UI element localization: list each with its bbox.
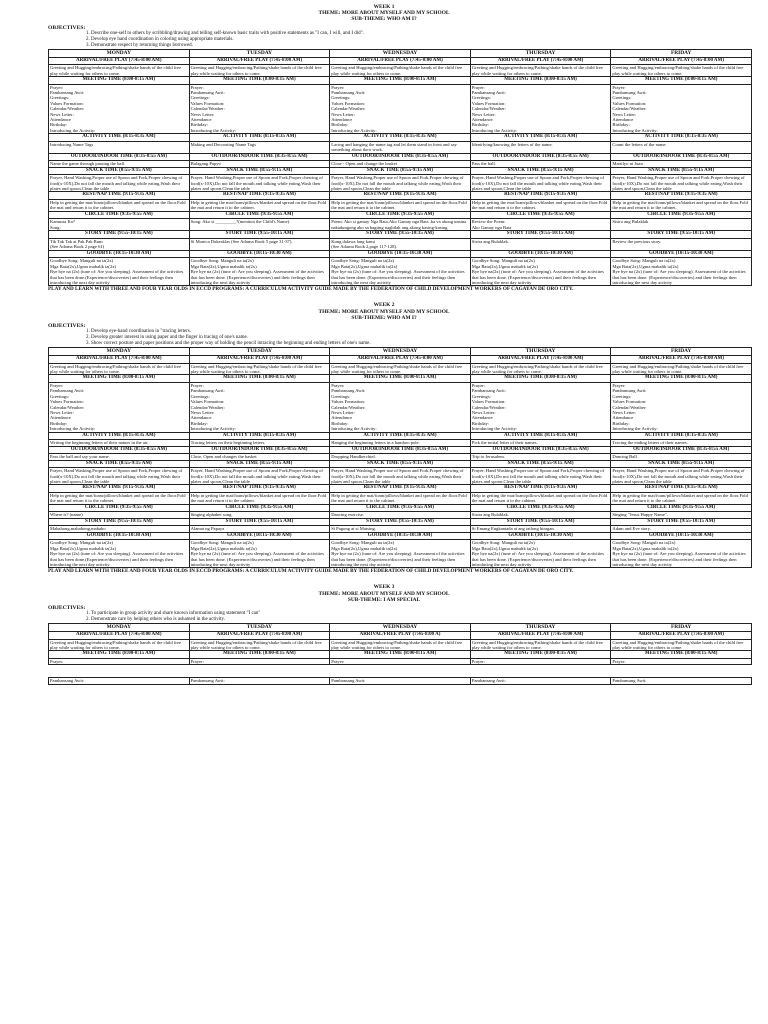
activity-cell: Prayer: Pambansang Awit: Greetings: Values Formation: Calendar/Weather: News Letter: Attendance Birthday: Introducing the Activity: xyxy=(330,84,471,134)
activity-cell: Prayer, Hand Washing,Proper use of Spoon and Fork,Proper chewing of food(x-10X),Do not fall the mouth and talking while eating,Wash their plates and spoon,Clean the table xyxy=(330,175,471,192)
period-header-row xyxy=(49,518,752,526)
activity-cell: Goodbye Song: Manguli na ta(2x) Mga Bata(2x),Ugma mabalik ta(2x) Bye bye na (2x) (tune of: Are you sleeping). Assessment of the activities that has been done. (Experience/discoveries) and their feelings then introducing the next day activity xyxy=(611,258,752,286)
period-header: ACTIVITY TIME (8:15-8:35 AM) xyxy=(330,134,471,142)
period-header: CIRCLE TIME (9:35-9:55 AM) xyxy=(49,211,190,219)
period-header: GOODBYE (10:15-10:30 AM) xyxy=(470,250,611,258)
activity-cell: Pambansang Awit: xyxy=(611,678,752,684)
activity-cell: Review the Poem: Ako Gamay nga Bata xyxy=(470,219,611,231)
activity-cell: Tracing letters on their beginning letters. xyxy=(189,440,330,446)
period-header: OUTDOOR/INDOOR TIME (8:35-8:55 AM) xyxy=(49,153,190,161)
objectives-list xyxy=(86,611,768,623)
activity-cell: Sisira ang Bulaklak. xyxy=(470,512,611,518)
period-header-row xyxy=(49,460,752,468)
activity-cell: Close - Open and change the basket xyxy=(330,161,471,167)
period-header: GOODBYE (10:15-10:30 AM) xyxy=(189,250,330,258)
activity-cell: Count the letters of the name. xyxy=(611,141,752,153)
day-header: WEDNESDAY xyxy=(330,49,471,57)
objective-item: 1. To participate in group activity and share known information using statement "I can" xyxy=(86,611,261,617)
activity-cell: Prayer, Hand Washing,Proper use of Spoon and Fork,Proper chewing of food(x-10X),Do not fall the mouth and talking while eating,Wash their plates and spoon,Clean the table xyxy=(470,175,611,192)
period-header: SNACK TIME (8:55-9:15 AM) xyxy=(470,167,611,175)
activity-cell: Help in getting the mat/foam/pillows/blanket and spread on the floor.Fold the mat and return it to the cabinet. xyxy=(189,493,330,505)
activity-cell: Name the game through passing the ball. xyxy=(49,161,190,167)
period-header: GOODBYE (10:15-10:30 AM) xyxy=(49,532,190,540)
period-header: SNACK TIME (8:55-9:15 AM) xyxy=(330,460,471,468)
period-header-row xyxy=(49,192,752,200)
activity-cell: Si Monica Dukesklas (See Adarna Book 5 page 31-37). xyxy=(189,238,330,250)
period-header: SNACK TIME (8:55-9:15 AM) xyxy=(611,167,752,175)
activity-cell: Goodbye Song: Manguli na ta(2x) Mga Bata(2x),Ugma mabalik ta(2x) Bye bye na (2x) (tune of: Are you sleeping). Assessment of the activities that has been done. (Experience/discoveries) and their feelings then introducing the next day activity xyxy=(330,540,471,568)
period-header-row xyxy=(49,211,752,219)
period-header: MEETING TIME (8:00-8:15 AM) xyxy=(189,651,330,659)
activity-cell: Goodbye Song: Manguli na ta(2x) Mga Bata(2x),Ugma mabalik ta(2x) Bye bye na (2x) (tune of: Are you sleeping). Assessment of the activities that has been done. (Experience/discoveries) and their feelings then introducing the next day activity xyxy=(330,258,471,286)
objectives-label: OBJECTIVES: xyxy=(48,322,86,329)
activity-cell: Making and Decorating Name Tags xyxy=(189,141,330,153)
activity-cell: Writing the beginning letters of their names in the air. xyxy=(49,440,190,446)
period-header: ARRIVAL/FREE PLAY (7:45-8:00 AM) xyxy=(330,57,471,65)
activity-cell: Pambansang Awit: xyxy=(49,678,190,684)
week-heading-line: SUB-THEME: I AM SPECIAL xyxy=(347,596,421,603)
activity-cell: Prayer, Hand Washing,Proper use of Spoon and Fork,Proper chewing of food(x-10X),Do not fall the mouth and talking while eating,Wash their plates and spoon,Clean the table xyxy=(189,468,330,485)
activity-cell: Goodbye Song: Manguli na ta(2x) Mga Bata(2x),Ugma mabalik ta(2x) Bye bye na (2x) (tune of: Are you sleeping). Assessment of the activities that has been done. (Experience/discoveries) and their feelings then introducing the next day activity xyxy=(611,540,752,568)
period-header-row xyxy=(49,651,752,659)
objectives-list xyxy=(86,31,768,49)
period-header: REST/NAP TIME (9:15-9:35 AM) xyxy=(611,485,752,493)
period-header: MEETING TIME (8:00-8:15 AM) xyxy=(49,77,190,85)
activity-cell: Help in getting the mat/foam/pillows/blanket and spread on the floor.Fold the mat and return it to the cabinet. xyxy=(189,200,330,212)
period-header: ARRIVAL/FREE PLAY (7:45-8:00 AM) xyxy=(611,355,752,363)
period-header: ARRIVAL/FREE PLAY (7:45-8:00 AM) xyxy=(49,57,190,65)
activity-cell: Prayer, Hand Washing,Proper use of Spoon and Fork,Proper chewing of food(x-10X),Do not fall the mouth and talking while eating,Wash their plates and spoon,Clean the table xyxy=(611,468,752,485)
activity-cell: Review the previous story. xyxy=(611,238,752,250)
period-header: GOODBYE (10:15-10:30 AM) xyxy=(330,532,471,540)
period-header: ACTIVITY TIME (8:15-8:35 AM) xyxy=(49,432,190,440)
period-header: ACTIVITY TIME (8:15-8:35 AM) xyxy=(470,134,611,142)
week-heading-line: THEME: MORE ABOUT MYSELF AND MY SCHOOL xyxy=(318,308,450,315)
activity-cell: Identifying/knowing the letters of the name. xyxy=(470,141,611,153)
period-content-row xyxy=(49,65,752,77)
day-header-row xyxy=(49,49,752,57)
period-header: GOODBYE (10:15-10:30 AM) xyxy=(330,250,471,258)
activity-cell: Goodbye Song: Manguli na ta(2x) Mga Bata(2x),Ugma mabalik ta(2x) Bye bye na(2x) (tune of: Are you sleeping). Assessment of the activities that has been done. (Experience/discoveries) and their feelings then introducing the next day activity xyxy=(470,258,611,286)
day-header: FRIDAY xyxy=(611,347,752,355)
week-block xyxy=(0,584,768,684)
period-header-row xyxy=(49,355,752,363)
period-header: ARRIVAL/FREE PLAY (7:45-8:00 AM) xyxy=(189,355,330,363)
period-header: MEETING TIME (8:00-8:15 AM) xyxy=(330,77,471,85)
activity-cell: Martilyo ni Juan xyxy=(611,161,752,167)
day-header: MONDAY xyxy=(49,624,190,632)
period-header: REST/NAP TIME (9:15-9:35 AM) xyxy=(49,192,190,200)
activity-cell: Si Emang Engkantada at ang tatlong hiragan. xyxy=(470,526,611,532)
day-header: MONDAY xyxy=(49,49,190,57)
activity-cell: Prayer, Hand Washing,Proper use of Spoon and Fork,Proper chewing of food(x-10X),Do not fall the mouth and talking while eating,Wash their plates and spoon,Clean the table xyxy=(49,468,190,485)
activity-cell: Introducing Name Tags xyxy=(49,141,190,153)
period-header: CIRCLE TIME (9:35-9:55 AM) xyxy=(330,211,471,219)
activity-cell: Help in getting the mat/foam/pillows/blanket and spread on the floor.Fold the mat and return it to the cabinet. xyxy=(611,493,752,505)
activity-cell: Prayer: Pambansang Awit: Greetings: Values Formation: Calendar/Weather: News Letter: Attendance Birthday: Introducing the Activity: xyxy=(189,84,330,134)
objective-item: 2. Develop greater interest in using paper and the finger in tracing of one's name. xyxy=(86,334,248,340)
activity-cell: Sisira ang Bulaklak. xyxy=(470,238,611,250)
period-header: ARRIVAL/FREE PLAY (7:45-8:00 AM) xyxy=(611,632,752,640)
activity-cell: Pass the ball and say your name. xyxy=(49,454,190,460)
activity-cell: Greeting and Hugging/embracing/Pathing/shake hands of the child free play while waiting for others to come. xyxy=(611,363,752,375)
day-header: THURSDAY xyxy=(470,49,611,57)
activity-cell: Greeting and Hugging/embracing/Pathing/shake hands of the child free play while waiting for others to come. xyxy=(49,65,190,77)
activity-cell: Prayer: Pambansang Awit: Greetings: Values Formation: Calendar/Weather: News Letter: Attendance Birthday: Introducing the Activity: xyxy=(49,84,190,134)
document-footer: PLAY AND LEARN WITH THREE AND FOUR YEAR OLDS IN ECCD PROGRAMS: A CURRICULUM ACTIVITY GUIDE MADE BY THE FEDERATION OF CHILD DEVELOPMENT WORKERS OF CAGAYAN DE ORO CITY. xyxy=(48,568,574,575)
objectives-list xyxy=(86,329,768,347)
period-content-row xyxy=(49,540,752,568)
activity-cell: Pambansang Awit: xyxy=(330,678,471,684)
period-header: OUTDOOR/INDOOR TIME (8:35-8:55 AM) xyxy=(611,153,752,161)
activity-cell: Poem: Ako si gamay Nga Bata,Ako Gamay nga Bata ,ka va akong unsina nakadungong ako sa bagting nagbilak ang akong kasing-kasing. xyxy=(330,219,471,231)
period-header: GOODBYE (10:15-10:30 AM) xyxy=(470,532,611,540)
period-header: CIRCLE TIME (9:35-9:55 AM) xyxy=(189,504,330,512)
period-content-row xyxy=(49,175,752,192)
activity-cell: Kung dalawa lang kami (See Adarna Book 2,page 117-128). xyxy=(330,238,471,250)
period-header: CIRCLE TIME (9:35-9:55 AM) xyxy=(49,504,190,512)
day-header: WEDNESDAY xyxy=(330,624,471,632)
period-header-row xyxy=(49,375,752,383)
activity-cell: Prayer: xyxy=(611,659,752,665)
period-header: STORY TIME (9:55-10:15 AM) xyxy=(470,231,611,239)
period-header: MEETING TIME (8:00-8:15 AM) xyxy=(470,375,611,383)
objective-item: 1. Describe one-self to others by scribbling/drawing and telling self-known basic traits with positive statements as "I can, I will, and I did". xyxy=(86,30,364,36)
period-header: STORY TIME (9:55-10:15 AM) xyxy=(189,231,330,239)
period-header-row xyxy=(49,632,752,640)
activity-cell: Goodbye Song: Manguli na ta(2x) Mga Bata(2x),Ugma mabalik ta(2x) Bye bye na(2x) (tune of: Are you sleeping). Assessment of the activities that has been done. (Experience/discoveries) and their feelings then introducing the next day activity xyxy=(470,540,611,568)
period-header: REST/NAP TIME (9:15-9:35 AM) xyxy=(611,192,752,200)
day-header: THURSDAY xyxy=(470,624,611,632)
activity-cell: Prayer, Hand Washing,Proper use of Spoon and Fork,Proper chewing of food(x-10X),Do not fall the mouth and talking while eating,Wash their plates and spoon,Clean the table xyxy=(611,175,752,192)
activity-cell: Goodbye Song: Manguli na ta(2x) Mga Bata(2x),Ugma mabalik ta(2x) Bye bye na (2x) (tune of: Are you sleeping). Assessment of the activities that has been done.(Experience/discoveries) and their feelings then introducing the next day activity xyxy=(49,258,190,286)
activity-cell: Help in getting the mat/foam/pillows/blanket and spread on the floor.Fold the mat and return it to the cabinet. xyxy=(470,493,611,505)
activity-cell: Help in getting the mat/foam/pillows/blanket and spread on the floor.Fold the mat and return it to the cabinet. xyxy=(470,200,611,212)
activity-cell: Greeting and Hugging/embracing/Pathing/shake hands of the child free play while waiting for others to come. xyxy=(189,639,330,651)
period-header: ARRIVAL/FREE PLAY (7:45-8:00 AM) xyxy=(189,632,330,640)
activity-cell: Prayer: Pambansang Awit: Greetings: Values Formation: Calendar/Weather: News Letter: Attendance Birthday: Introducing the Activity: xyxy=(470,84,611,134)
activity-cell: Prayer: Pambansang Awit: Greetings: Values Formation: Calendar/Weather: News Letter: Attendance Birthday: Introducing the Activity: xyxy=(49,382,190,432)
period-header: ARRIVAL/FREE PLAY (7:45-8:00 AM) xyxy=(189,57,330,65)
period-header-row xyxy=(49,231,752,239)
activity-cell: Prayer: xyxy=(49,659,190,665)
period-header: MEETING TIME (8:00-8:15 AM) xyxy=(611,77,752,85)
period-header: STORY TIME (9:55-10:15 AM) xyxy=(49,231,190,239)
period-header: STORY TIME (9:55-10:15 AM) xyxy=(611,518,752,526)
activity-cell: Help in getting the mat/foam/pillows/blanket and spread on the floor.Fold the mat and return it to the cabinet. xyxy=(49,200,190,212)
day-header: FRIDAY xyxy=(611,49,752,57)
period-header: OUTDOOR/INDOOR TIME (8:35-8:55 AM) xyxy=(470,153,611,161)
day-header-row xyxy=(49,347,752,355)
period-header: CIRCLE TIME (9:35-9:55 AM) xyxy=(189,211,330,219)
period-header: SNACK TIME (8:55-9:15 AM) xyxy=(49,460,190,468)
period-header: ARRIVAL/FREE PLAY (7:45-8:00 AM) xyxy=(49,355,190,363)
activity-cell: Alamat ng Papaya xyxy=(189,526,330,532)
schedule-table xyxy=(48,49,752,287)
period-header: REST/NAP TIME (9:15-9:35 AM) xyxy=(330,192,471,200)
objective-item: 3. Demonstrate respect by returning things borrowed. xyxy=(86,42,193,48)
period-header: REST/NAP TIME (9:15-9:35 AM) xyxy=(470,485,611,493)
period-header-row xyxy=(49,153,752,161)
period-header-row xyxy=(49,485,752,493)
week-heading-line: WEEK 2 xyxy=(373,302,395,309)
objectives-label: OBJECTIVES: xyxy=(48,24,86,31)
week-block xyxy=(0,302,768,574)
activity-cell: Greeting and Hugging/embracing/Pathing/shake hands of the child free play while waiting for others to come. xyxy=(189,65,330,77)
period-header: MEETING TIME (8:00-8:15 AM) xyxy=(330,651,471,659)
activity-cell: Prayer: Pambansang Awit: Greetings: Values Formation: Calendar/Weather: News Letter: Attendance Birthday: Introducing the Activity: xyxy=(470,382,611,432)
page-break-gap xyxy=(0,665,768,677)
activity-cell: Greeting and Hugging/embracing/Pathing/shake hands of the child free play while waiting for others to come. xyxy=(611,639,752,651)
period-content-row xyxy=(49,363,752,375)
activity-cell: Hanging the beginning letters in a bamboo pole. xyxy=(330,440,471,446)
activity-cell: Greeting and Hugging/embracing/Pathing/shake hands of the child free play while waiting for others to come. xyxy=(470,639,611,651)
activity-cell: Help in getting the mat/foam/pillows/blanket and spread on the floor.Fold the mat and return it to the cabinet. xyxy=(49,493,190,505)
schedule-table xyxy=(48,623,752,665)
activity-cell: Singing alphabet song. xyxy=(189,512,330,518)
period-header: MEETING TIME (8:00-8:15 AM) xyxy=(189,77,330,85)
day-header: TUESDAY xyxy=(189,624,330,632)
activity-cell: Greeting and Hugging/embracing/Pathing/shake hands of the child free play while waiting for others to come. xyxy=(49,363,190,375)
activity-cell: Goodbye Song: Manguli na ta(2x) Mga Bata(2x),Ugma mabalik ta(2x) Bye bye na (2x) (tune of: Are you sleeping). Assessment of the activities that has been done. (Experience/discoveries) and their feelings then introducing the next day activity xyxy=(189,258,330,286)
activity-cell: Help in getting the mat/foam/pillows/blanket and spread on the floor.Fold the mat and return it to the cabinet. xyxy=(611,200,752,212)
period-header: MEETING TIME (8:00-8:15 AM) xyxy=(470,77,611,85)
activity-cell: Song: Ako si _________?(mention the Child's Name). xyxy=(189,219,330,231)
activity-cell: Pambansang Awit: xyxy=(189,678,330,684)
period-header: MEETING TIME (8:00-8:15 AM) xyxy=(611,651,752,659)
objective-item: 1. Develop eye-hand coordination in "tracing letters. xyxy=(86,328,192,334)
period-header: MEETING TIME (8:00-8:15 AM) xyxy=(611,375,752,383)
week-heading xyxy=(0,4,768,23)
period-header: CIRCLE TIME (9:35-9:55 AM) xyxy=(470,504,611,512)
period-header: ACTIVITY TIME (8:15-8:35 AM) xyxy=(330,432,471,440)
activity-cell: Goodbye Song: Manguli na ta(2x) Mga Bata(2x),Ugma mabalik ta(2x) Bye bye na (2x) (tune of: Are you sleeping). Assessment of the activities that has been done.(Experience/discoveries) and their feelings then introducing the next day activity xyxy=(49,540,190,568)
activity-cell: Help in getting the mat/foam/pillows/blanket and spread on the floor.Fold the mat and return it to the cabinet. xyxy=(330,493,471,505)
activity-cell: Prayer: Pambansang Awit: Greetings: Values Formation: Calendar/Weather: News Letter: Attendance Birthday: Introducing the Activity: xyxy=(330,382,471,432)
period-content-row xyxy=(49,659,752,665)
activity-cell: Prayer, Hand Washing,Proper use of Spoon and Fork,Proper chewing of food(x-10X),Do not fall the mouth and talking while eating,Wash their plates and spoon,Clean the table xyxy=(470,468,611,485)
period-header-row xyxy=(49,250,752,258)
week-heading-line: SUB-THEME: WHO AM I? xyxy=(351,314,417,321)
activity-cell: Kamusta Ka? Song: xyxy=(49,219,190,231)
activity-cell: Greeting and Hugging/embracing/Pathing/shake hands of the child free play while waiting for others to come. xyxy=(330,65,471,77)
activity-cell: Pass the ball. xyxy=(470,161,611,167)
period-header: ARRIVAL/FREE PLAY (7:45-8:00 AM) xyxy=(470,632,611,640)
period-header: SNACK TIME (8:55-9:15 AM) xyxy=(330,167,471,175)
activity-cell: Prayer: Pambansang Awit: Greetings: Values Formation: Calendar/Weather: News Letter: Attendance Birthday: Introducing the Activity: xyxy=(611,84,752,134)
activity-cell: Goodbye Song: Manguli na ta(2x) Mga Bata(2x),Ugma mabalik ta(2x) Bye bye na (2x) (tune of: Are you sleeping). Assessment of the activities that has been done. (Experience/discoveries) and their feelings then introducing the next day activity xyxy=(189,540,330,568)
period-header: OUTDOOR/INDOOR TIME (8:35-8:55 AM) xyxy=(611,446,752,454)
period-header-row xyxy=(49,532,752,540)
period-header: MEETING TIME (8:00-8:15 AM) xyxy=(49,375,190,383)
period-header: STORY TIME (9:55-10:15 AM) xyxy=(470,518,611,526)
week-heading-line: THEME: MORE ABOUT MYSELF AND MY SCHOOL xyxy=(318,10,450,17)
activity-cell: Sisira ang Bulaklak xyxy=(611,219,752,231)
activity-cell: Greeting and Hugging/embracing/Pathing/shake hands of the child free play while waiting for others to come. xyxy=(49,639,190,651)
period-header: GOODBYE (10:15-10:30 AM) xyxy=(49,250,190,258)
period-header: MEETING TIME (8:00-8:15 AM) xyxy=(330,375,471,383)
period-header: GOODBYE (10:15-10:30 AM) xyxy=(611,250,752,258)
period-header: CIRCLE TIME (9:35-9:55 AM) xyxy=(330,504,471,512)
activity-cell: Help in getting the mat/foam/pillows/blanket and spread on the floor.Fold the mat and return it to the cabinet. xyxy=(330,200,471,212)
week-block xyxy=(0,4,768,292)
activity-cell: Prayer, Hand Washing,Proper use of Spoon and Fork,Proper chewing of food(x-10X),Do not fall the mouth and talking while eating,Wash their plates and spoon,Clean the table xyxy=(189,175,330,192)
period-header: OUTDOOR/INDOOR TIME (8:35-8:55 AM) xyxy=(189,153,330,161)
activity-cell: Prayer: xyxy=(470,659,611,665)
period-content-row xyxy=(49,678,752,684)
period-header: SNACK TIME (8:55-9:15 AM) xyxy=(470,460,611,468)
activity-cell: Greeting and Hugging/embracing/Pathing/shake hands of the child free play while waiting for others to come. xyxy=(330,363,471,375)
activity-cell: Tik Tak Tak at Pak Pak Bum (See Adarna Book 2 page 61) xyxy=(49,238,190,250)
period-header: ACTIVITY TIME (8:15-8:35 AM) xyxy=(49,134,190,142)
period-header: CIRCLE TIME (9:35-9:55 AM) xyxy=(611,504,752,512)
period-header: ARRIVAL/FREE PLAY (7:45-8:00 AM) xyxy=(470,355,611,363)
week-heading-line: WEEK 1 xyxy=(373,4,395,10)
period-header: REST/NAP TIME (9:15-9:35 AM) xyxy=(49,485,190,493)
period-content-row xyxy=(49,219,752,231)
objective-item: 2. Demonstrate care by helping others who is ashamed in the activity. xyxy=(86,617,225,623)
period-header: ACTIVITY TIME (8:15-8:35 AM) xyxy=(189,432,330,440)
period-header: ACTIVITY TIME (8:15-8:35 AM) xyxy=(611,432,752,440)
period-header: ARRIVAL/FREE PLAY (7:45-8:00 AM) xyxy=(611,57,752,65)
period-header: ARRIVAL/FREE PLAY (7:45-8:00 A) xyxy=(330,632,471,640)
activity-cell: Where is? (name) xyxy=(49,512,190,518)
period-header: MEETING TIME (8:00-8:15 AM) xyxy=(189,375,330,383)
period-content-row xyxy=(49,382,752,432)
period-header: OUTDOOR/INDOOR TIME (8:35-8:55 AM) xyxy=(470,446,611,454)
period-content-row xyxy=(49,84,752,134)
period-header: SNACK TIME (8:55-9:15 AM) xyxy=(189,167,330,175)
period-header: STORY TIME (9:55-10:15 AM) xyxy=(49,518,190,526)
period-header-row xyxy=(49,57,752,65)
period-header-row xyxy=(49,77,752,85)
period-header: CIRCLE TIME (9:35-9:55 AM) xyxy=(470,211,611,219)
period-header: STORY TIME (9:55-10:15 AM) xyxy=(189,518,330,526)
schedule-table-continued xyxy=(48,677,752,684)
period-header: SNACK TIME (8:55-9:15 AM) xyxy=(189,460,330,468)
period-header: REST/NAP TIME (9:15-9:35 AM) xyxy=(189,485,330,493)
period-content-row xyxy=(49,141,752,153)
period-header: ARRIVAL/FREE PLAY (7:45-8:00 AM) xyxy=(470,57,611,65)
day-header: WEDNESDAY xyxy=(330,347,471,355)
period-content-row xyxy=(49,639,752,651)
period-header: ACTIVITY TIME (8:15-8:35 AM) xyxy=(470,432,611,440)
activity-cell: Singing "Jesus Happy Name". xyxy=(611,512,752,518)
period-header: ARRIVAL/FREE PLAY (7:45-8:00 AM) xyxy=(49,632,190,640)
activity-cell: Dancing exercise. xyxy=(330,512,471,518)
period-header: REST/NAP TIME (9:15-9:35 AM) xyxy=(470,192,611,200)
period-header-row xyxy=(49,134,752,142)
period-header: ARRIVAL/FREE PLAY (7:45-8:00 AM) xyxy=(330,355,471,363)
activity-cell: Tracing the ending letters of their names. xyxy=(611,440,752,446)
period-header: STORY TIME (9:55-10:15 AM) xyxy=(611,231,752,239)
period-content-row xyxy=(49,238,752,250)
activity-cell: Prayer: Pambansang Awit: Greetings: Values Formation: Calendar/Weather: News Letter: Attendance Birthday: Introducing the Activity: xyxy=(611,382,752,432)
period-header-row xyxy=(49,167,752,175)
period-header: MEETING TIME (8:00-8:15 AM) xyxy=(470,651,611,659)
activity-cell: Adam and Eve story. xyxy=(611,526,752,532)
document-footer: PLAY AND LEARN WITH THREE AND FOUR YEAR OLDS IN ECCD PROGRAMS: A CURRICULUM ACTIVITY GUIDE MADE BY THE FEDERATION OF CHILD DEVELOPMENT WORKERS OF CAGAYAN DE ORO CITY. xyxy=(48,286,574,293)
activity-cell: Greeting and Hugging/embracing/Pathing/shake hands of the child free play while waiting for others to come. xyxy=(611,65,752,77)
period-header: MEETING TIME (8:00-8:15 AM) xyxy=(49,651,190,659)
period-header: ACTIVITY TIME (8:15-8:35 AM) xyxy=(189,134,330,142)
week-heading-line: THEME: MORE ABOUT MYSELF AND MY SCHOOL xyxy=(318,590,450,597)
week-heading xyxy=(0,302,768,321)
objectives-label: OBJECTIVES: xyxy=(48,605,86,612)
day-header: FRIDAY xyxy=(611,624,752,632)
day-header: MONDAY xyxy=(49,347,190,355)
activity-cell: Lacing and hanging the name tag and let them stand in front and say something about their work. xyxy=(330,141,471,153)
period-header: STORY TIME (9:55-10:15 AM) xyxy=(330,518,471,526)
period-header: REST/NAP TIME (9:15-9:35 AM) xyxy=(330,485,471,493)
period-header: OUTDOOR/INDOOR TIME (8:35-8:55 AM) xyxy=(49,446,190,454)
day-header: THURSDAY xyxy=(470,347,611,355)
activity-cell: Close, Open and changes the basket xyxy=(189,454,330,460)
activity-cell: Mabahong,mabahong,mabaho xyxy=(49,526,190,532)
period-header: OUTDOOR/INDOOR TIME (8:35-8:55 AM) xyxy=(189,446,330,454)
activity-cell: Greeting and Hugging/embracing/Pathing/shake hands of the child free play while waiting for others to come. xyxy=(470,363,611,375)
activity-cell: Prayer: xyxy=(189,659,330,665)
period-content-row xyxy=(49,493,752,505)
period-header: REST/NAP TIME (9:15-9:35 AM) xyxy=(189,192,330,200)
activity-cell: Bulagang Papyo xyxy=(189,161,330,167)
period-content-row xyxy=(49,468,752,485)
period-header-row xyxy=(49,504,752,512)
activity-cell: Trip to Jerusalem. xyxy=(470,454,611,460)
period-header: OUTDOOR/INDOOR TIME (8:35-8:55 AM) xyxy=(330,446,471,454)
period-header: STORY TIME (9:55-10:15 AM) xyxy=(330,231,471,239)
activity-cell: Dropping Handkerchief. xyxy=(330,454,471,460)
day-header-row xyxy=(49,624,752,632)
activity-cell: Pick the initial letter of their names. xyxy=(470,440,611,446)
activity-cell: Prayer, Hand Washing,Proper use of Spoon and Fork,Proper chewing of food(x-10X),Do not fall the mouth and talking while eating,Wash their plates and spoon,Clean the table xyxy=(49,175,190,192)
objective-item: 3. Show correct posture and paper positions and the proper way of holding the pencil intracing the beginning and ending letters of one's name. xyxy=(86,340,371,346)
activity-cell: Greeting and Hugging/embracing/Pathing/shake hands of the child free play while waiting for others to come. xyxy=(330,639,471,651)
week-heading xyxy=(0,584,768,603)
activity-cell: Prayer, Hand Washing,Proper use of Spoon and Fork,Proper chewing of food(x-10X),Do not fall the mouth and talking while eating,Wash their plates and spoon,Clean the table xyxy=(330,468,471,485)
period-header: ACTIVITY TIME (8:15-8:35 AM) xyxy=(611,134,752,142)
period-header: GOODBYE (10:15-10:30 AM) xyxy=(189,532,330,540)
period-header-row xyxy=(49,446,752,454)
day-header: TUESDAY xyxy=(189,49,330,57)
schedule-table xyxy=(48,347,752,569)
activity-cell: Prayer: Pambansang Awit: Greetings: Values Formation: Calendar/Weather: News Letter: Attendance Birthday: Introducing the Activity: xyxy=(189,382,330,432)
activity-cell: Greeting and Hugging/embracing/Pathing/shake hands of the child free play while waiting for others to come. xyxy=(470,65,611,77)
day-header: TUESDAY xyxy=(189,347,330,355)
period-content-row xyxy=(49,200,752,212)
week-heading-line: SUB-THEME: WHO AM I? xyxy=(351,16,417,23)
period-header: SNACK TIME (8:55-9:15 AM) xyxy=(49,167,190,175)
activity-cell: Prayer: xyxy=(330,659,471,665)
period-header: GOODBYE (10:15-10:30 AM) xyxy=(611,532,752,540)
period-header-row xyxy=(49,432,752,440)
activity-cell: Dancing Ball. xyxy=(611,454,752,460)
period-header: OUTDOOR/INDOOR TIME (8:35-8:55 AM) xyxy=(330,153,471,161)
activity-cell: Si Pagong at si Matsing. xyxy=(330,526,471,532)
period-header: CIRCLE TIME (9:35-9:55 AM) xyxy=(611,211,752,219)
activity-cell: Pambansang Awit: xyxy=(470,678,611,684)
objective-item: 2. Develop eye hand coordination in coloring using appropriate materials. xyxy=(86,36,234,42)
period-header: SNACK TIME (8:55-9:15 AM) xyxy=(611,460,752,468)
week-heading-line: WEEK 3 xyxy=(373,584,395,591)
period-content-row xyxy=(49,258,752,286)
activity-cell: Greeting and Hugging/embracing/Pathing/shake hands of the child free play while waiting for others to come. xyxy=(189,363,330,375)
